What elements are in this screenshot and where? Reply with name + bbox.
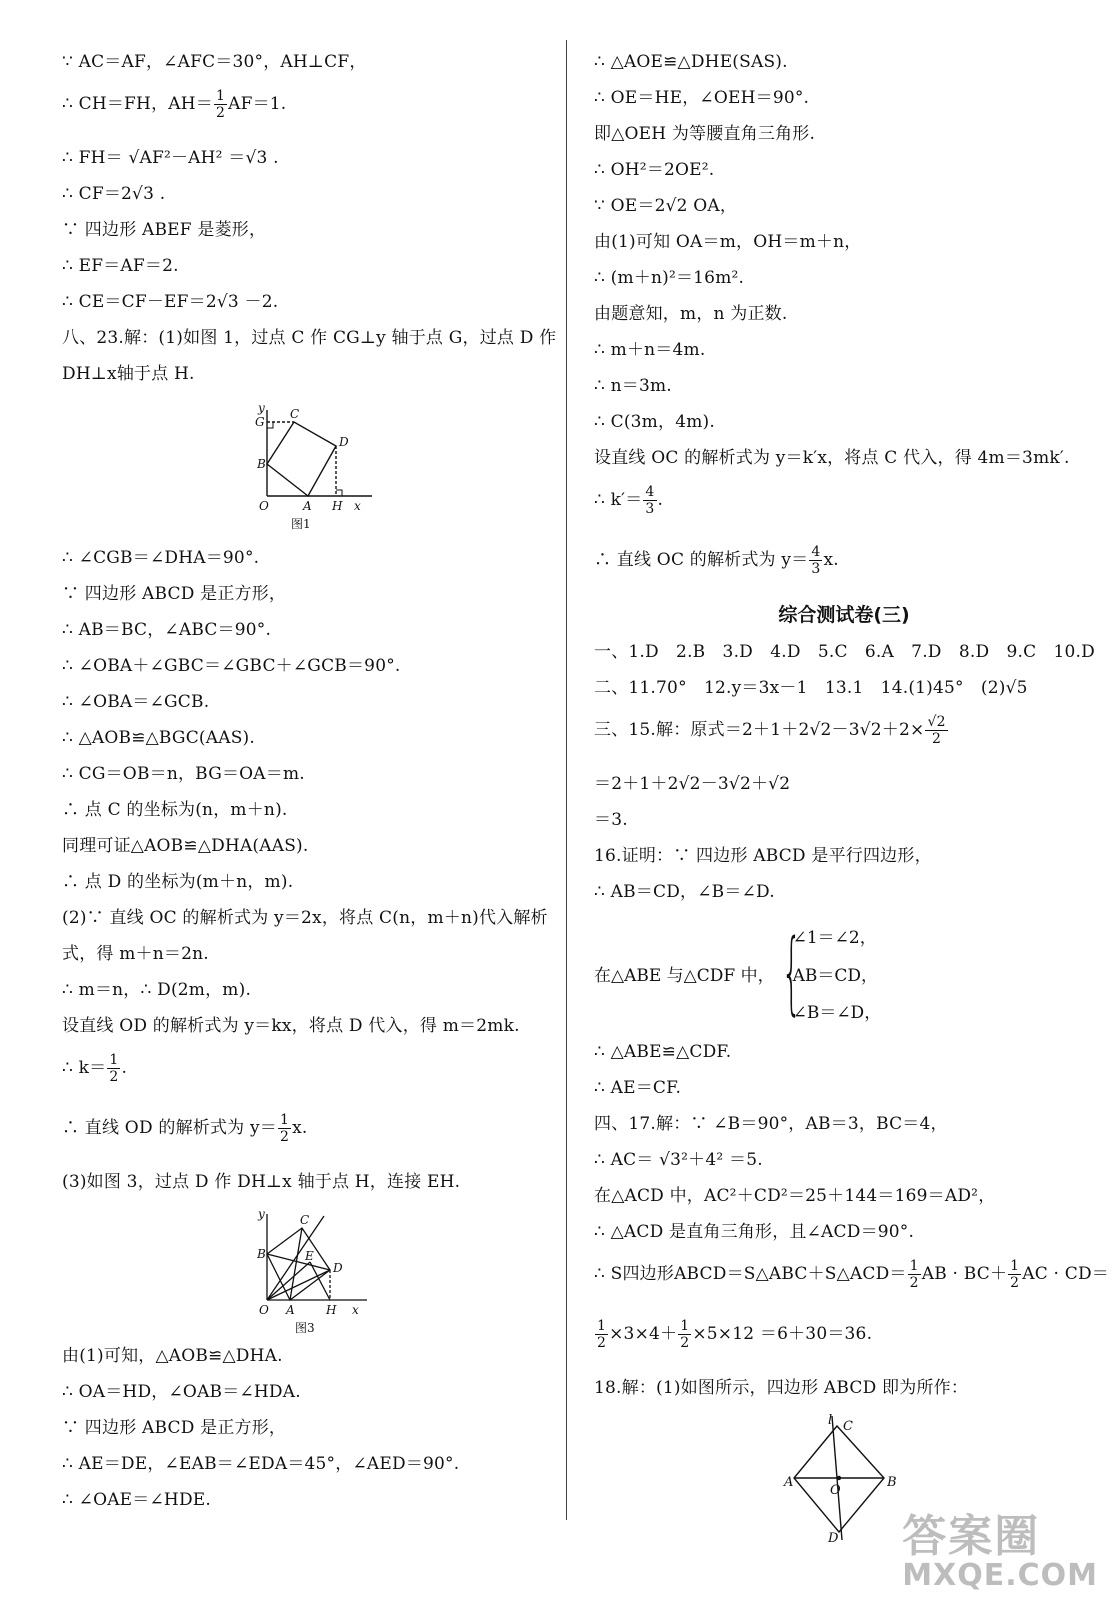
text-line: ＝3. — [594, 810, 628, 830]
text-line: ∴ CG＝OB＝n，BG＝OA＝m. — [62, 764, 305, 784]
numerator: √2 — [927, 714, 946, 730]
text-line: ∴ m＝n，∴ D(2m，m). — [62, 980, 252, 1000]
denominator: 2 — [280, 1129, 290, 1145]
text-line: ∴ AB＝CD，∠B＝∠D. — [594, 882, 775, 902]
fraction — [595, 1318, 608, 1351]
label-d: D — [828, 1531, 839, 1544]
column-divider — [566, 40, 567, 1520]
text-segment: x. — [292, 1118, 308, 1138]
watermark — [902, 1511, 1098, 1593]
label-b: B — [887, 1475, 897, 1490]
denominator: 3 — [811, 561, 821, 577]
text-segment: ∴ S四边形ABCD＝S△ABC＋S△ACD＝ — [594, 1264, 907, 1284]
text-line: ∴ AC＝ √3²＋4² ＝5. — [594, 1150, 763, 1170]
fraction — [1008, 1258, 1021, 1291]
label-b: B — [257, 1247, 266, 1261]
text-line: 在△ACD 中，AC²＋CD²＝25＋144＝169＝AD²， — [594, 1186, 996, 1206]
text-line: 18.解：(1)如图所示，四边形 ABCD 即为所作： — [594, 1378, 969, 1398]
text-line: 由(1)可知 OA＝m，OH＝m＋n， — [594, 232, 862, 252]
text-segment: AB · BC＋ — [921, 1264, 1008, 1284]
text-segment: ×5×12 ＝6＋30＝36. — [692, 1324, 873, 1344]
text-line: 设直线 OD 的解析式为 y＝kx，将点 D 代入，得 m＝2mk. — [62, 1016, 520, 1036]
square-abcd — [267, 422, 336, 496]
text-line: DH⊥x轴于点 H. — [62, 364, 195, 384]
denominator: 2 — [597, 1335, 607, 1351]
right-column — [594, 52, 1109, 1552]
label-b: B — [257, 457, 266, 471]
equation-system — [594, 918, 1094, 1028]
text-line: ∴ OA＝HD，∠OAB＝∠HDA. — [62, 1382, 301, 1402]
text-line: ∴ 点 C 的坐标为(n，m＋n). — [62, 800, 288, 820]
fraction — [908, 1258, 921, 1291]
label-y: y — [258, 401, 265, 415]
text-line: ∴ △ACD 是直角三角形，且∠ACD＝90°. — [594, 1222, 915, 1242]
fraction — [925, 714, 947, 747]
text-line: 设直线 OC 的解析式为 y＝k′x，将点 C 代入，得 4m＝3mk′. — [594, 448, 1070, 468]
text-line: ∴ AB＝BC，∠ABC＝90°. — [62, 620, 272, 640]
label-o: O — [259, 1303, 269, 1317]
fraction — [809, 544, 822, 577]
text-line: 即△OEH 为等腰直角三角形. — [594, 124, 816, 144]
figure-1 — [62, 400, 554, 540]
text-line: ∴ OH²＝2OE². — [594, 160, 715, 180]
label-g: G — [255, 415, 265, 429]
text-segment: ∴ k′＝ — [594, 490, 643, 510]
text-line: ∴ △AOB≌△BGC(AAS). — [62, 728, 255, 748]
text-line: ∴ ∠OBA＋∠GBC＝∠GBC＋∠GCB＝90°. — [62, 656, 401, 676]
text-line: ∴ C(3m，4m). — [594, 412, 715, 432]
denominator: 2 — [109, 1069, 119, 1085]
system-prefix: 在△ABE 与△CDF 中， — [594, 965, 775, 986]
numerator: 1 — [280, 1112, 290, 1128]
label-x: x — [354, 499, 361, 513]
text-segment: 三、15.解：原式＝2＋1＋2√2－3√2＋2× — [594, 720, 925, 740]
text-line — [62, 88, 554, 128]
numerator: 1 — [215, 88, 226, 104]
numerator: 1 — [597, 1318, 607, 1334]
text-line: ∵ 四边形 ABEF 是菱形， — [62, 220, 267, 240]
text-segment: . — [657, 490, 664, 510]
figure-caption: 图3 — [295, 1321, 315, 1335]
fraction — [678, 1318, 691, 1351]
section-heading: 综合测试卷(三) — [778, 604, 910, 626]
text-line: ∴ AE＝DE，∠EAB＝∠EDA＝45°，∠AED＝90°. — [62, 1454, 460, 1474]
line-oc — [267, 1216, 324, 1300]
text-line: 由(1)可知，△AOB≌△DHA. — [62, 1346, 283, 1366]
right-angle-mark — [336, 490, 342, 496]
text-segment: AC · CD＝ — [1022, 1264, 1109, 1284]
text-line: 由题意知，m，n 为正数. — [594, 304, 788, 324]
text-line: 二、11.70° 12.y＝3x－1 13.1 14.(1)45° (2)√5 — [594, 678, 1028, 698]
left-brace: { — [781, 920, 802, 1025]
point-o — [838, 1477, 841, 1480]
text-line: ∴ FH＝ √AF²－AH² ＝√3 . — [62, 148, 279, 168]
fraction — [278, 1112, 291, 1145]
square-abcd — [267, 1228, 330, 1300]
numerator: 1 — [109, 1052, 119, 1068]
numerator: 4 — [645, 484, 655, 500]
text-line: ∴ △ABE≌△CDF. — [594, 1042, 732, 1062]
figure-1-diagram — [62, 400, 554, 540]
label-c: C — [843, 1419, 853, 1434]
text-line: 八、23.解：(1)如图 1，过点 C 作 CG⊥y 轴于点 G，过点 D 作 — [62, 328, 557, 348]
text-line: ∴ AE＝CF. — [594, 1078, 682, 1098]
denominator: 2 — [909, 1275, 919, 1291]
figure-3-diagram — [62, 1208, 554, 1338]
text-segment: ×3×4＋ — [609, 1324, 678, 1344]
system-line: ∠1＝∠2， — [792, 928, 877, 948]
text-line — [594, 544, 1094, 584]
watermark-url: MXQE.COM — [902, 1558, 1098, 1593]
text-segment: . — [121, 1058, 128, 1078]
text-line: ∵ 四边形 ABCD 是正方形， — [62, 1418, 287, 1438]
text-line: (2)∵ 直线 OC 的解析式为 y＝2x，将点 C(n，m＋n)代入解析 — [62, 908, 548, 928]
text-line: ∵ 四边形 ABCD 是正方形， — [62, 584, 287, 604]
text-line — [594, 484, 1094, 524]
text-line: (3)如图 3，过点 D 作 DH⊥x 轴于点 H，连接 EH. — [62, 1172, 461, 1192]
label-a: A — [784, 1475, 794, 1490]
label-d: D — [339, 435, 349, 449]
text-line: ∵ AC＝AF，∠AFC＝30°，AH⊥CF， — [62, 52, 367, 72]
text-line: 16.证明：∵ 四边形 ABCD 是平行四边形， — [594, 846, 932, 866]
text-line: ∴ n＝3m. — [594, 376, 672, 396]
text-segment: AF＝1. — [228, 94, 287, 114]
denominator: 3 — [645, 501, 655, 517]
system-lines — [793, 923, 882, 1023]
text-line — [594, 714, 1094, 754]
label-o: O — [259, 499, 269, 513]
watermark-logo: 答案圈 — [902, 1511, 1041, 1562]
label-d: D — [333, 1261, 343, 1275]
text-line: 同理可证△AOB≌△DHA(AAS). — [62, 836, 309, 856]
text-line: ∴ CE＝CF－EF＝2√3 －2. — [62, 292, 279, 312]
text-segment: x. — [823, 550, 839, 570]
label-a: A — [303, 499, 312, 513]
numerator: 1 — [1010, 1258, 1020, 1274]
text-line: ∴ ∠CGB＝∠DHA＝90°. — [62, 548, 260, 568]
text-line — [62, 1112, 554, 1152]
numerator: 1 — [680, 1318, 690, 1334]
denominator: 2 — [932, 731, 942, 747]
label-h: H — [326, 1303, 337, 1317]
fraction — [107, 1052, 120, 1085]
fraction — [643, 484, 656, 517]
text-segment: ∴ k＝ — [62, 1058, 107, 1078]
label-y: y — [258, 1208, 265, 1221]
text-segment: ∴ 直线 OC 的解析式为 y＝ — [594, 550, 809, 570]
fraction — [214, 88, 227, 121]
figure-caption: 图1 — [291, 517, 311, 531]
label-h: H — [332, 499, 343, 513]
text-line: 一、1.D 2.B 3.D 4.D 5.C 6.A 7.D 8.D 9.C 10.D — [594, 642, 1095, 662]
label-o: O — [830, 1483, 841, 1498]
text-segment: ∴ CH＝FH，AH＝ — [62, 94, 213, 114]
text-line: ∵ OE＝2√2 OA， — [594, 196, 738, 216]
label-a: A — [286, 1303, 295, 1317]
text-line: ∴ (m＋n)²＝16m². — [594, 268, 745, 288]
text-line: ∴ EF＝AF＝2. — [62, 256, 179, 276]
denominator: 2 — [680, 1335, 690, 1351]
label-c: C — [290, 407, 300, 421]
text-line — [594, 1258, 1109, 1298]
text-line: ∴ m＋n＝4m. — [594, 340, 706, 360]
label-l: l — [828, 1414, 833, 1428]
text-line — [594, 1318, 1094, 1358]
right-angle-mark — [267, 422, 273, 428]
text-line: ∴ CF＝2√3 . — [62, 184, 166, 204]
text-segment: ∴ 直线 OD 的解析式为 y＝ — [62, 1118, 277, 1138]
label-x: x — [352, 1303, 359, 1317]
text-line: 四、17.解：∵ ∠B＝90°，AB＝3，BC＝4， — [594, 1114, 948, 1134]
left-column — [62, 52, 557, 1526]
text-line: ∴ ∠OAE＝∠HDE. — [62, 1490, 212, 1510]
system-line: ∠B＝∠D， — [792, 1003, 882, 1023]
figure-3 — [62, 1208, 554, 1338]
text-line: ∴ ∠OBA＝∠GCB. — [62, 692, 210, 712]
denominator: 2 — [1010, 1275, 1020, 1291]
text-line: 式，得 m＋n＝2n. — [62, 944, 209, 964]
text-line: ∴ OE＝HE，∠OEH＝90°. — [594, 88, 810, 108]
text-line — [62, 1052, 554, 1092]
text-line: ∴ 点 D 的坐标为(m＋n，m). — [62, 872, 294, 892]
numerator: 4 — [811, 544, 821, 560]
text-line: ＝2＋1＋2√2－3√2＋√2 — [594, 774, 791, 794]
label-e: E — [305, 1249, 314, 1263]
label-c: C — [300, 1213, 310, 1227]
denominator: 2 — [215, 105, 226, 121]
text-line: ∴ △AOE≌△DHE(SAS). — [594, 52, 788, 72]
system-line: AB＝CD， — [792, 965, 878, 986]
numerator: 1 — [909, 1258, 919, 1274]
